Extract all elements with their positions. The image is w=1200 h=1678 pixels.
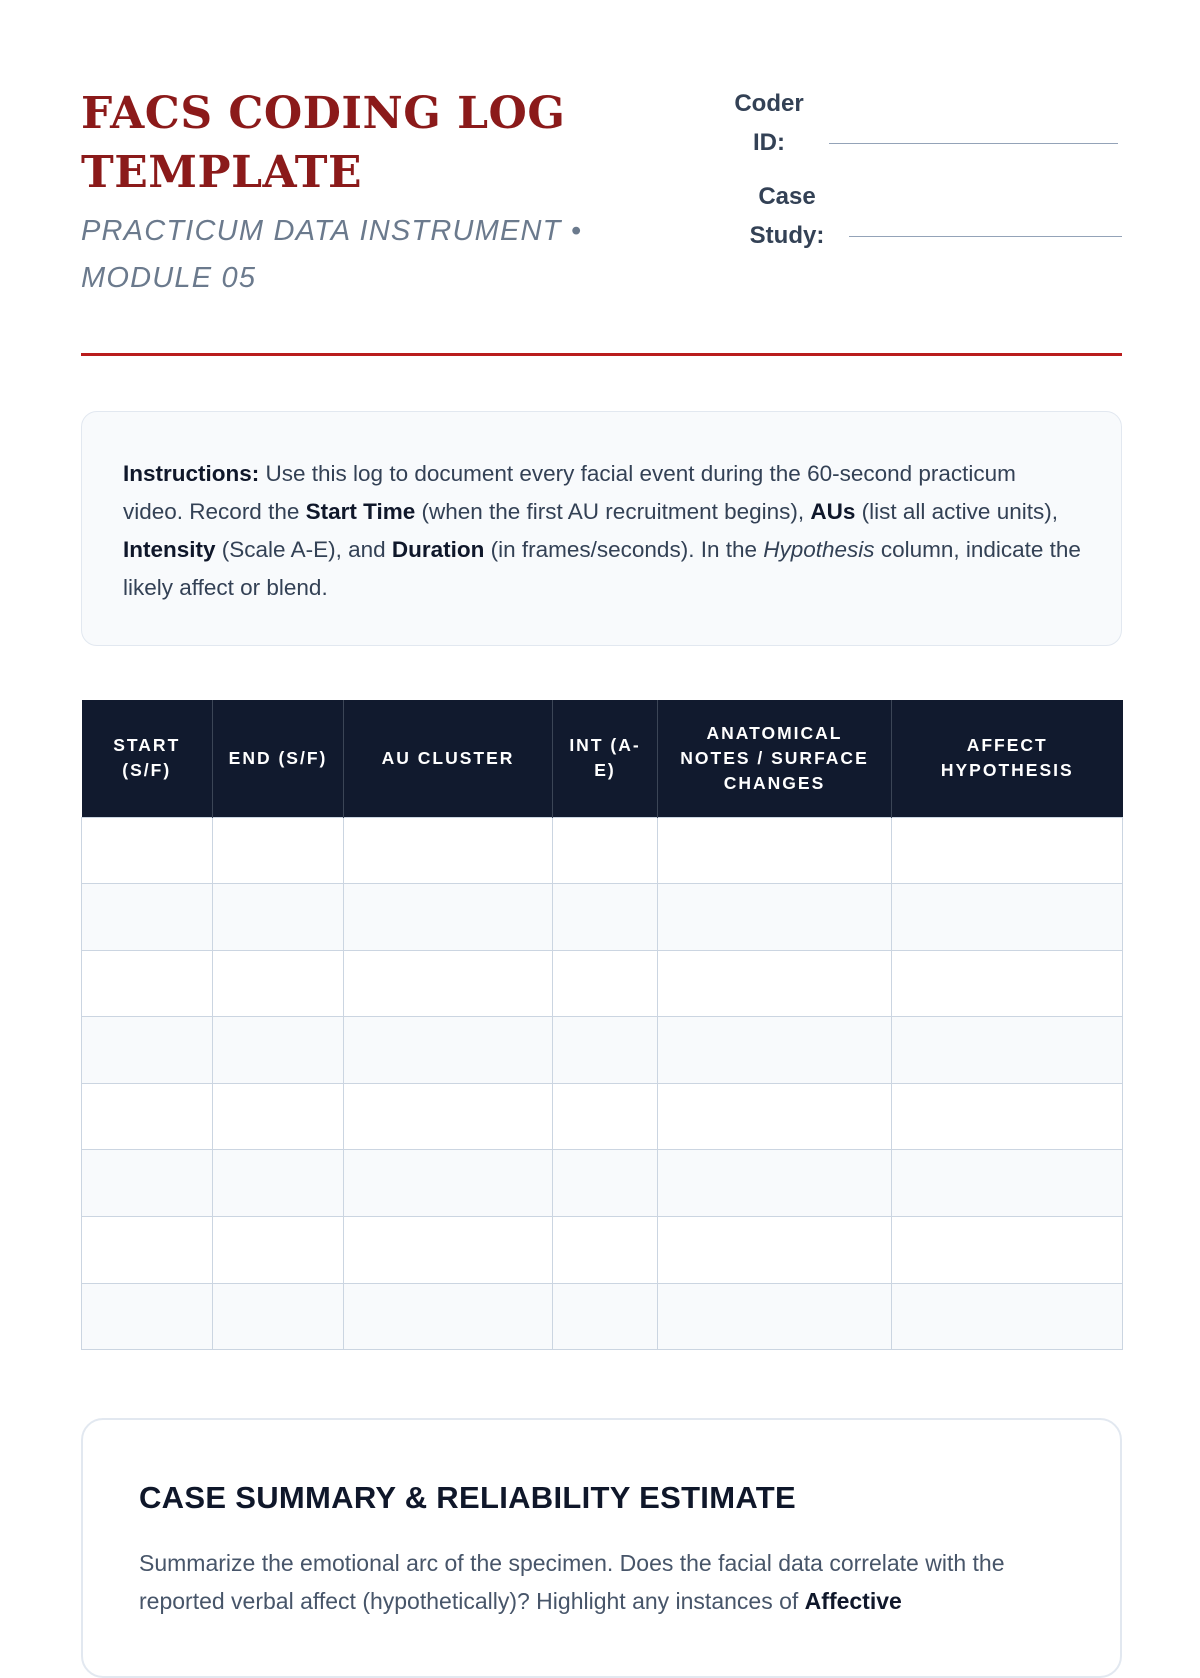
cell-start[interactable] — [82, 1150, 213, 1217]
cell-anatomical-notes[interactable] — [658, 950, 892, 1017]
summary-heading: CASE SUMMARY & RELIABILITY ESTIMATE — [139, 1480, 796, 1515]
cell-affect-hypothesis[interactable] — [892, 1283, 1123, 1350]
cell-au-cluster[interactable] — [344, 1017, 553, 1084]
instructions-text-6: column, indicate the likely affect or blend. — [123, 537, 1081, 600]
cell-intensity[interactable] — [553, 884, 658, 951]
cell-anatomical-notes[interactable] — [658, 1017, 892, 1084]
cell-anatomical-notes[interactable] — [658, 817, 892, 884]
instructions-text-1: Use this log to document every facial event during the 60-second practicum video. Record the — [123, 461, 1016, 524]
cell-start[interactable] — [82, 817, 213, 884]
instructions-text-5: (in frames/seconds). In the — [484, 537, 764, 562]
cell-au-cluster[interactable] — [344, 1217, 553, 1284]
page-subtitle: PRACTICUM DATA INSTRUMENT • MODULE 05 — [81, 215, 583, 294]
summary-emphasis: Affective — [804, 1588, 902, 1614]
cell-end[interactable] — [213, 950, 344, 1017]
cell-intensity[interactable] — [553, 1150, 658, 1217]
cell-start[interactable] — [82, 1017, 213, 1084]
instructions-box — [81, 411, 1122, 646]
cell-affect-hypothesis[interactable] — [892, 950, 1123, 1017]
cell-end[interactable] — [213, 817, 344, 884]
table-row — [82, 1217, 1123, 1284]
table-row — [82, 1083, 1123, 1150]
cell-end[interactable] — [213, 1017, 344, 1084]
coder-id-input[interactable] — [829, 143, 1118, 144]
case-study-label: Case Study: — [749, 183, 825, 249]
cell-anatomical-notes[interactable] — [658, 884, 892, 951]
instructions-aus: AUs — [810, 499, 856, 524]
cell-affect-hypothesis[interactable] — [892, 1083, 1123, 1150]
table-row — [82, 884, 1123, 951]
instructions-text-3: (list all active units), — [855, 499, 1058, 524]
coder-id-field — [721, 84, 1118, 162]
cell-au-cluster[interactable] — [344, 950, 553, 1017]
cell-intensity[interactable] — [553, 1083, 658, 1150]
cell-anatomical-notes[interactable] — [658, 1217, 892, 1284]
instructions-text-2: (when the first AU recruitment begins), — [415, 499, 811, 524]
cell-start[interactable] — [82, 1283, 213, 1350]
column-header-affect-hypothesis: AFFECT HYPOTHESIS — [892, 700, 1123, 817]
cell-start[interactable] — [82, 950, 213, 1017]
table-row — [82, 1017, 1123, 1084]
table-row — [82, 817, 1123, 884]
cell-au-cluster[interactable] — [344, 817, 553, 884]
column-header-au-cluster: AU CLUSTER — [344, 700, 553, 817]
column-header-anatomical-notes: ANATOMICAL NOTES / SURFACE CHANGES — [658, 700, 892, 817]
cell-affect-hypothesis[interactable] — [892, 884, 1123, 951]
cell-intensity[interactable] — [553, 1217, 658, 1284]
cell-end[interactable] — [213, 1150, 344, 1217]
instructions-start-time: Start Time — [305, 499, 416, 524]
instructions-intensity: Intensity — [123, 537, 216, 562]
table-row — [82, 950, 1123, 1017]
cell-affect-hypothesis[interactable] — [892, 1150, 1123, 1217]
case-study-field — [737, 177, 1122, 255]
cell-anatomical-notes[interactable] — [658, 1150, 892, 1217]
summary-text: Summarize the emotional arc of the specimen. Does the facial data correlate with the reported verbal affect (hypothetically)? Highlight any instances of — [139, 1550, 1005, 1614]
table-row — [82, 1150, 1123, 1217]
cell-affect-hypothesis[interactable] — [892, 817, 1123, 884]
document-header — [81, 84, 1122, 359]
coder-id-label: Coder ID: — [734, 90, 804, 156]
instructions-text-4: (Scale A-E), and — [215, 537, 392, 562]
cell-start[interactable] — [82, 1083, 213, 1150]
cell-au-cluster[interactable] — [344, 1283, 553, 1350]
cell-end[interactable] — [213, 1283, 344, 1350]
cell-end[interactable] — [213, 1217, 344, 1284]
cell-anatomical-notes[interactable] — [658, 1283, 892, 1350]
column-header-start: START (S/F) — [82, 700, 213, 817]
cell-intensity[interactable] — [553, 1017, 658, 1084]
cell-affect-hypothesis[interactable] — [892, 1217, 1123, 1284]
coding-log-table — [81, 700, 1123, 1350]
cell-intensity[interactable] — [553, 817, 658, 884]
header-divider — [81, 353, 1122, 356]
cell-affect-hypothesis[interactable] — [892, 1017, 1123, 1084]
cell-au-cluster[interactable] — [344, 1150, 553, 1217]
cell-start[interactable] — [82, 884, 213, 951]
case-summary-section — [81, 1418, 1122, 1678]
cell-end[interactable] — [213, 884, 344, 951]
summary-prompt — [139, 1544, 1065, 1620]
cell-intensity[interactable] — [553, 1283, 658, 1350]
cell-au-cluster[interactable] — [344, 884, 553, 951]
instructions-duration: Duration — [391, 537, 485, 562]
column-header-end: END (S/F) — [213, 700, 344, 817]
cell-start[interactable] — [82, 1217, 213, 1284]
table-header-row — [82, 700, 1123, 817]
page-title: FACS CODING LOG TEMPLATE — [81, 88, 566, 198]
instructions-hypothesis: Hypothesis — [763, 537, 875, 562]
cell-au-cluster[interactable] — [344, 1083, 553, 1150]
cell-end[interactable] — [213, 1083, 344, 1150]
column-header-intensity: INT (A-E) — [553, 700, 658, 817]
instructions-lead: Instructions: — [123, 461, 260, 486]
cell-anatomical-notes[interactable] — [658, 1083, 892, 1150]
case-study-input[interactable] — [849, 236, 1122, 237]
table-row — [82, 1283, 1123, 1350]
cell-intensity[interactable] — [553, 950, 658, 1017]
